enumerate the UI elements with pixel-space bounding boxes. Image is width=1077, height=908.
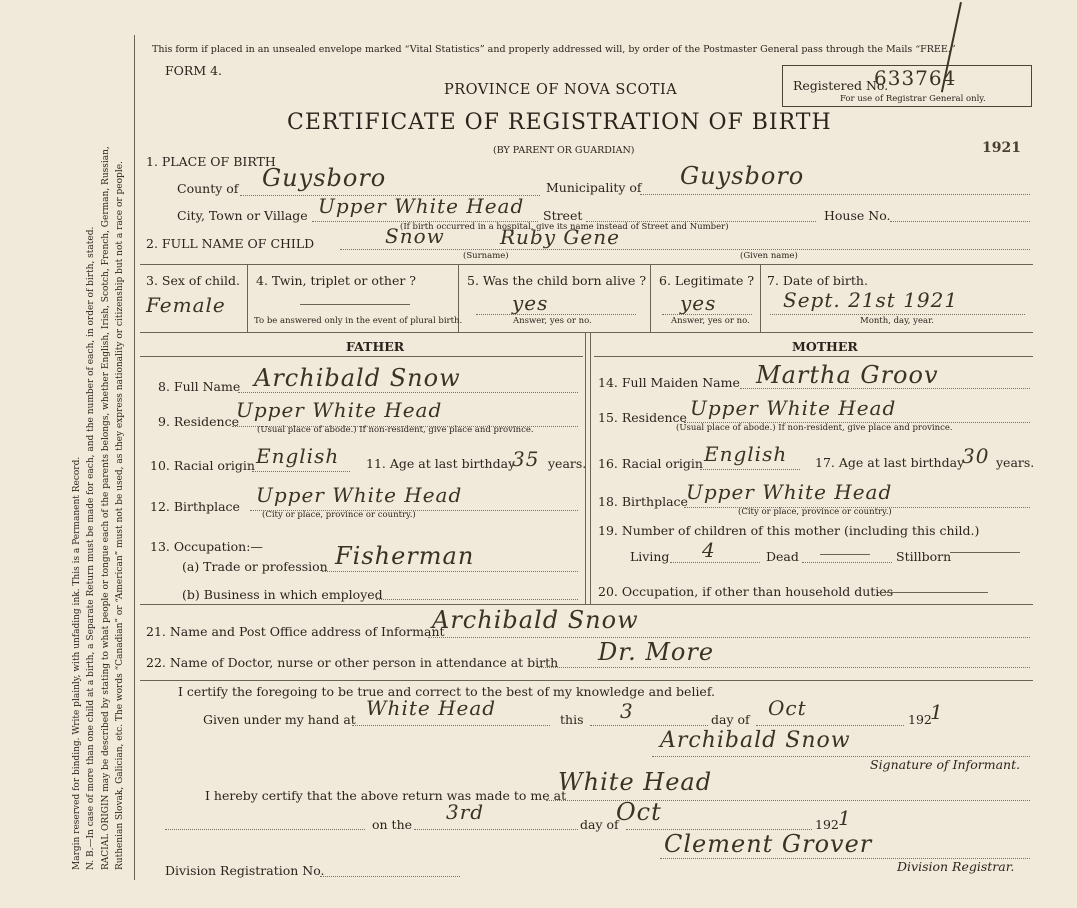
mother-age-value: 30 (962, 444, 990, 468)
stillborn-label: Stillborn (896, 549, 952, 564)
dead-dash (820, 554, 870, 555)
father-birthplace-value: Upper White Head (256, 483, 463, 507)
informant-year-prefix: 192 (908, 712, 932, 727)
dead-label: Dead (766, 549, 799, 564)
father-name-label: 8. Full Name (158, 379, 241, 394)
dob-note: Month, day, year. (860, 316, 934, 326)
alive-note: Answer, yes or no. (513, 316, 592, 326)
living-line (670, 562, 760, 563)
legitimate-value: yes (680, 291, 717, 315)
sex-value: Female (146, 293, 226, 317)
mother-occupation-dash (878, 592, 988, 593)
mail-notice: This form if placed in an unsealed envelope marked “Vital Statistics” and properly addressed will, by order of the Postmaster General pass through the Mails “FREE.” (152, 44, 956, 55)
margin-note-multiple-births: N. B.—In case of more than one child at a birth, a Separate Return must be made for each, and the number of each, in order of birth, stated. (86, 226, 96, 870)
informant-day-value: 3 (620, 699, 634, 723)
mother-name-value: Martha Groov (756, 361, 939, 389)
registrar-note: For use of Registrar General only. (840, 94, 986, 104)
registrar-place-value: White Head (558, 768, 713, 796)
registrar-year-prefix: 192 (815, 817, 839, 832)
informant-line (428, 637, 1030, 638)
parents-bottom-border (140, 604, 1033, 605)
father-age-label: 11. Age at last birthday (366, 456, 516, 471)
registrar-day-line (414, 829, 578, 830)
father-name-line (238, 392, 578, 393)
father-business-label: (b) Business in which employed (182, 587, 383, 602)
informant-year-suffix: 1 (930, 700, 944, 724)
dead-line (802, 562, 892, 563)
father-heading: FATHER (346, 339, 405, 354)
dob-label: 7. Date of birth. (767, 273, 868, 288)
division-registration-line (320, 876, 460, 877)
city-label: City, Town or Village (177, 208, 308, 223)
living-value: 4 (702, 538, 716, 562)
doctor-label: 22. Name of Doctor, nurse or other person in attendance at birth (146, 655, 559, 670)
father-trade-value: Fisherman (335, 542, 475, 570)
registrar-day-of-label: day of (580, 817, 619, 832)
surname-caption: (Surname) (463, 251, 509, 261)
dob-value: Sept. 21st 1921 (783, 288, 959, 312)
informant-signature: Archibald Snow (660, 728, 851, 753)
registered-number: 633764 (874, 66, 957, 90)
certificate-title: CERTIFICATE OF REGISTRATION OF BIRTH (287, 110, 832, 135)
child-given-name: Ruby Gene (500, 225, 620, 249)
house-number-label: House No. (824, 208, 891, 223)
alive-value: yes (512, 291, 549, 315)
father-residence-label: 9. Residence (158, 414, 239, 429)
mother-residence-note: (Usual place of abode.) If non-resident, give place and province. (676, 423, 953, 433)
mother-heading-rule (594, 356, 1033, 357)
informant-value: Archibald Snow (432, 606, 639, 634)
row3-top-border (140, 264, 1033, 265)
county-value: Guysboro (262, 164, 387, 192)
registrar-signature: Clement Grover (664, 830, 873, 858)
mother-birthplace-value: Upper White Head (686, 480, 893, 504)
mother-birthplace-label: 18. Birthplace (598, 494, 688, 509)
street-label: Street (543, 208, 583, 223)
doctor-line (538, 667, 1030, 668)
given-under-hand-label: Given under my hand at (203, 712, 356, 727)
father-racial-value: English (256, 444, 340, 468)
mother-residence-label: 15. Residence (598, 410, 687, 425)
living-label: Living (630, 549, 670, 564)
father-age-years: years. (548, 456, 587, 471)
legitimate-line (662, 314, 752, 315)
registrar-on-the-label: on the (372, 817, 413, 832)
registrar-day-value: 3rd (446, 800, 485, 824)
mother-birthplace-note: (City or place, province or country.) (738, 507, 892, 517)
father-residence-value: Upper White Head (236, 398, 443, 422)
province-heading: PROVINCE OF NOVA SCOTIA (444, 82, 678, 98)
father-birthplace-label: 12. Birthplace (150, 499, 240, 514)
stillborn-dash (950, 552, 1020, 553)
registered-label: Registered No. (793, 78, 889, 93)
father-racial-label: 10. Racial origin (150, 458, 255, 473)
margin-note-binding: Margin reserved for binding. Write plainly, with unfading ink. This is a Permanent Record. (72, 456, 82, 870)
certify-statement: I certify the foregoing to be true and correct to the best of my knowledge and belief. (178, 684, 715, 699)
informant-month-value: Oct (768, 696, 807, 720)
registrar-month-value: Oct (616, 798, 662, 826)
child-name-line (340, 249, 1030, 250)
child-surname: Snow (385, 224, 445, 248)
mother-name-label: 14. Full Maiden Name (598, 375, 740, 390)
father-birthplace-note: (City or place, province or country.) (262, 510, 416, 520)
mother-residence-value: Upper White Head (690, 396, 897, 420)
margin-note-nationality: Ruthenian Slovak, Galician, etc. The words “Canadian” or “American” must not be used, as they express nationality or citizenship but not a race or people. (115, 161, 125, 870)
this-label: this (560, 712, 584, 727)
alive-label: 5. Was the child born alive ? (467, 273, 647, 288)
father-trade-label: (a) Trade or profession (182, 559, 328, 574)
mother-name-line (740, 388, 1030, 389)
informant-day-of-label: day of (711, 712, 750, 727)
row3-divider-3 (650, 264, 651, 332)
twin-label: 4. Twin, triplet or other ? (256, 273, 416, 288)
legitimate-label: 6. Legitimate ? (659, 273, 755, 288)
county-label: County of (177, 181, 239, 196)
margin-border (134, 35, 135, 880)
row3-divider-4 (760, 264, 761, 332)
twin-line (300, 304, 410, 305)
given-name-caption: (Given name) (740, 251, 798, 261)
form-number: FORM 4. (165, 63, 223, 78)
legitimate-note: Answer, yes or no. (671, 316, 750, 326)
father-racial-line (252, 471, 350, 472)
city-value: Upper White Head (318, 194, 525, 218)
given-place-line (352, 725, 550, 726)
place-of-birth-label: 1. PLACE OF BIRTH (146, 154, 276, 169)
mother-racial-value: English (704, 442, 788, 466)
row3-bottom-border (140, 332, 1033, 333)
informant-month-line (756, 725, 904, 726)
mother-racial-line (700, 469, 800, 470)
municipality-label: Municipality of (546, 180, 642, 195)
dob-line (770, 314, 1025, 315)
father-heading-rule (140, 356, 583, 357)
municipality-line (640, 194, 1030, 195)
row3-divider-1 (247, 264, 248, 332)
alive-line (476, 314, 636, 315)
house-number-line (890, 221, 1030, 222)
given-place-value: White Head (366, 696, 497, 720)
hospital-note: (If birth occurred in a hospital, give its name instead of Street and Number) (400, 222, 729, 232)
division-registrar-caption: Division Registrar. (897, 859, 1015, 874)
informant-day-line (590, 725, 708, 726)
doctor-value: Dr. More (598, 638, 715, 666)
registrar-year-suffix: 1 (838, 806, 852, 830)
registrar-statement: I hereby certify that the above return was made to me at (205, 788, 567, 803)
margin-note-racial-origin: RACIAL ORIGIN may be described by stating to what people or tongue each of the parents belongs, whether English, Irish, Scotch, French, German, Russian, (101, 146, 111, 870)
father-occupation-label: 13. Occupation:— (150, 539, 263, 554)
mother-children-label: 19. Number of children of this mother (including this child.) (598, 523, 980, 538)
sex-label: 3. Sex of child. (146, 273, 241, 288)
twin-note: To be answered only in the event of plural birth. (254, 316, 463, 326)
mother-age-years: years. (996, 455, 1035, 470)
father-business-line (376, 599, 578, 600)
informant-signature-caption: Signature of Informant. (870, 757, 1021, 772)
registrar-lead-line (165, 829, 365, 830)
mother-racial-label: 16. Racial origin (598, 456, 703, 471)
mother-age-label: 17. Age at last birthday (815, 455, 965, 470)
division-registration-label: Division Registration No. (165, 863, 325, 878)
father-residence-note: (Usual place of abode.) If non-resident, give place and province. (257, 425, 534, 435)
informant-label: 21. Name and Post Office address of Informant (146, 624, 445, 639)
parents-divider-b (590, 332, 591, 604)
father-name-value: Archibald Snow (254, 364, 461, 392)
municipality-value: Guysboro (680, 162, 805, 190)
child-name-label: 2. FULL NAME OF CHILD (146, 236, 315, 251)
father-trade-line (322, 571, 578, 572)
mother-heading: MOTHER (792, 339, 858, 354)
father-age-value: 35 (512, 447, 540, 471)
year-mark: 1921 (982, 140, 1021, 156)
certificate-subtitle: (BY PARENT OR GUARDIAN) (493, 145, 635, 156)
mother-occupation-label: 20. Occupation, if other than household duties (598, 584, 894, 599)
certification-top-border (140, 680, 1033, 681)
